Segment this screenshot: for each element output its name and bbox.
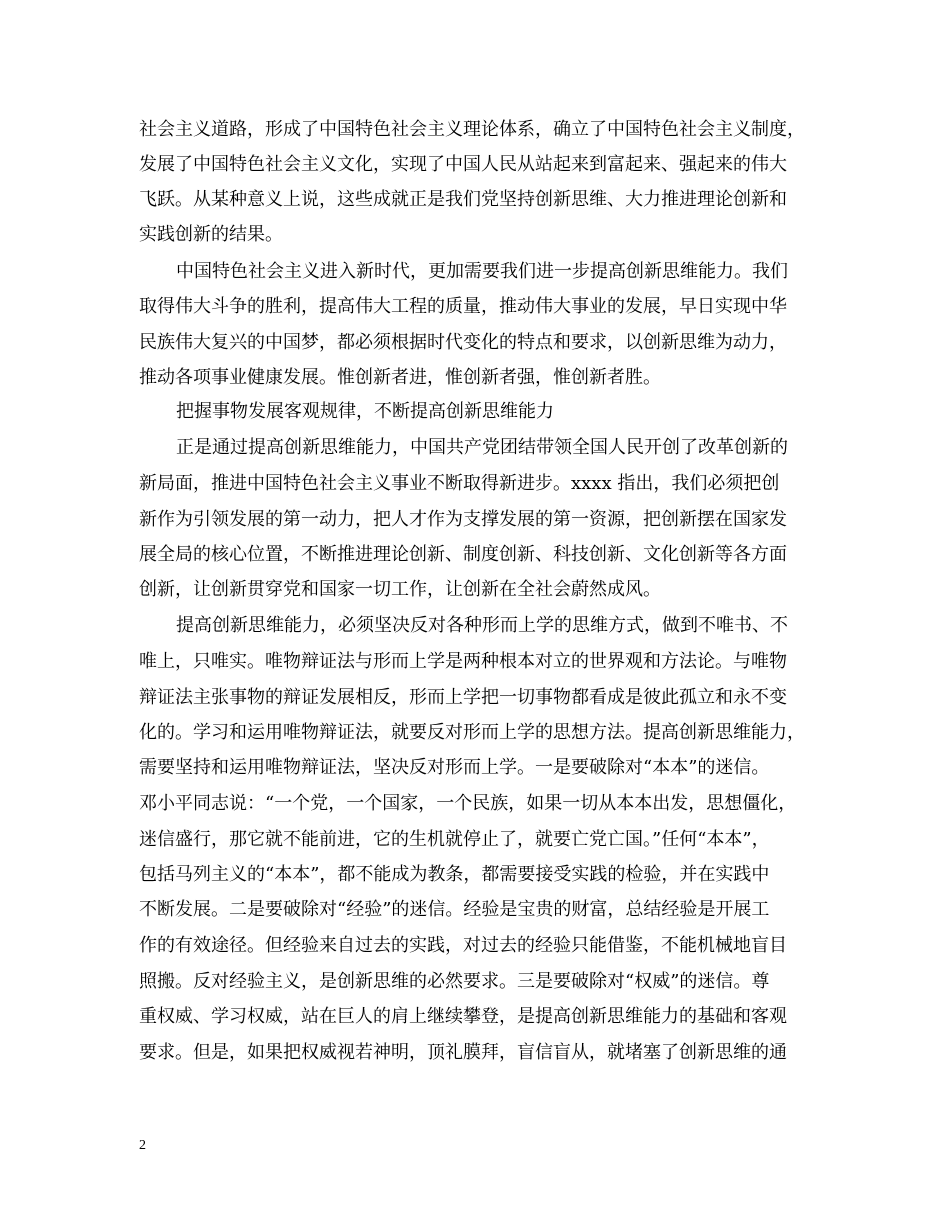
text-line-4: 实践创新的结果。 bbox=[139, 224, 283, 245]
text-line-16: 唯上，只唯实。唯物辩证法与形而上学是两种根本对立的世界观和方法论。与唯物 bbox=[139, 651, 787, 672]
text-line-17: 辩证法主张事物的辩证发展相反，形而上学把一切事物都看成是彼此孤立和永不变 bbox=[139, 687, 787, 708]
text-line-23: 不断发展。二是要破除对“经验”的迷信。经验是宝贵的财富，总结经验是开展工 bbox=[139, 899, 770, 920]
text-line-1: 社会主义道路，形成了中国特色社会主义理论体系，确立了中国特色社会主义制度， bbox=[139, 119, 805, 140]
text-line-25: 照搬。反对经验主义，是创新思维的必然要求。三是要破除对“权威”的迷信。尊 bbox=[139, 971, 770, 992]
text-line-8: 推动各项事业健康发展。惟创新者进，惟创新者强，惟创新者胜。 bbox=[139, 367, 661, 388]
text-line-18: 化的。学习和运用唯物辩证法，就要反对形而上学的思想方法。提高创新思维能力， bbox=[139, 722, 805, 743]
text-line-11: 新局面，推进中国特色社会主义事业不断取得新进步。xxxx 指出，我们必须把创 bbox=[139, 473, 780, 494]
text-line-14: 创新，让创新贯穿党和国家一切工作，让创新在全社会蔚然成风。 bbox=[139, 579, 661, 600]
text-line-13: 展全局的核心位置，不断推进理论创新、制度创新、科技创新、文化创新等各方面 bbox=[139, 544, 787, 565]
text-line-21: 迷信盛行，那它就不能前进，它的生机就停止了，就要亡党亡国。”任何“本本”， bbox=[139, 829, 770, 850]
text-line-7: 民族伟大复兴的中国梦，都必须根据时代变化的特点和要求，以创新思维为动力， bbox=[139, 332, 787, 353]
text-line-3: 飞跃。从某种意义上说，这些成就正是我们党坚持创新思维、大力推进理论创新和 bbox=[139, 189, 787, 210]
text-line-24: 作的有效途径。但经验来自过去的实践，对过去的经验只能借鉴，不能机械地盲目 bbox=[139, 935, 787, 956]
text-line-20: 邓小平同志说：“一个党，一个国家，一个民族，如果一切从本本出发，思想僵化， bbox=[139, 793, 797, 814]
text-line-26: 重权威、学习权威，站在巨人的肩上继续攀登，是提高创新思维能力的基础和客观 bbox=[139, 1006, 787, 1027]
text-line-27: 要求。但是，如果把权威视若神明，顶礼膜拜，盲信盲从，就堵塞了创新思维的通 bbox=[139, 1042, 787, 1063]
text-line-5: 中国特色社会主义进入新时代，更加需要我们进一步提高创新思维能力。我们 bbox=[176, 261, 788, 282]
text-line-10: 正是通过提高创新思维能力，中国共产党团结带领全国人民开创了改革创新的 bbox=[176, 437, 788, 458]
page-number: 2 bbox=[139, 1138, 146, 1153]
text-line-19: 需要坚持和运用唯物辩证法，坚决反对形而上学。一是要破除对“本本”的迷信。 bbox=[139, 757, 770, 778]
section-heading: 把握事物发展客观规律，不断提高创新思维能力 bbox=[176, 401, 554, 422]
text-line-15: 提高创新思维能力，必须坚决反对各种形而上学的思维方式，做到不唯书、不 bbox=[176, 615, 788, 636]
text-line-6: 取得伟大斗争的胜利，提高伟大工程的质量，推动伟大事业的发展，早日实现中华 bbox=[139, 296, 787, 317]
text-line-12: 新作为引领发展的第一动力，把人才作为支撑发展的第一资源，把创新摆在国家发 bbox=[139, 509, 787, 530]
text-line-22: 包括马列主义的“本本”，都不能成为教条，都需要接受实践的检验，并在实践中 bbox=[139, 864, 770, 885]
text-line-2: 发展了中国特色社会主义文化，实现了中国人民从站起来到富起来、强起来的伟大 bbox=[139, 154, 787, 175]
